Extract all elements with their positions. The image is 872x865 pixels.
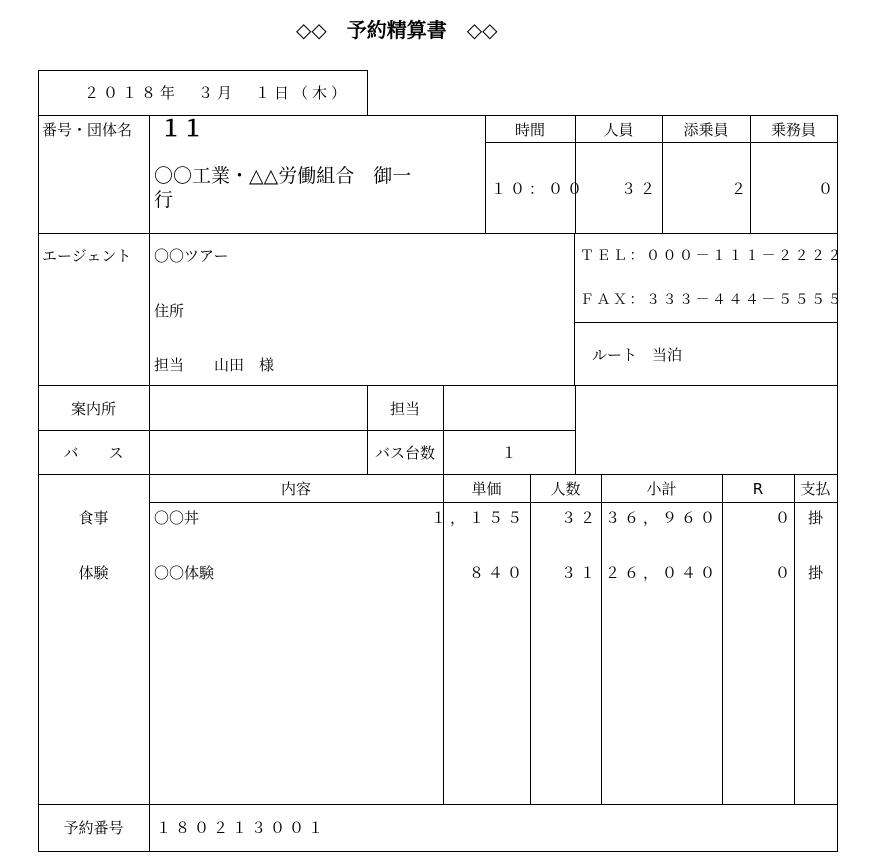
bus-count-label: バス台数 bbox=[374, 444, 435, 462]
item-price: ８４０ bbox=[468, 564, 526, 582]
item-payment: 掛 bbox=[807, 509, 823, 527]
agent-tel: ＴＥＬ：０００－１１１－２２２２ bbox=[580, 248, 844, 264]
item-payment: 掛 bbox=[807, 564, 823, 582]
document-title: ◇◇ 予約精算書 ◇◇ bbox=[296, 18, 498, 42]
agent-label: エージェント bbox=[42, 247, 132, 265]
reservation-number: １８０２１３００１ bbox=[156, 819, 328, 837]
items-header-qty: 人数 bbox=[550, 480, 581, 498]
group-label: 番号・団体名 bbox=[42, 121, 133, 139]
agent-name: 〇〇ツアー bbox=[154, 247, 229, 265]
item-qty: ３１ bbox=[560, 564, 599, 582]
agent-address-label: 住所 bbox=[154, 302, 185, 320]
items-header-content: 内容 bbox=[280, 480, 311, 498]
route-text: ルート 当泊 bbox=[592, 346, 683, 364]
value-people: ３２ bbox=[620, 180, 659, 198]
guide-label: 案内所 bbox=[70, 400, 116, 418]
item-subtotal: ３６，９６０ bbox=[604, 509, 719, 527]
item-content: 〇〇体験 bbox=[154, 564, 215, 582]
items-header-payment: 支払 bbox=[800, 480, 831, 498]
date-value: ２０１８年 ３月 １日（木） bbox=[84, 84, 351, 102]
item-subtotal: ２６，０４０ bbox=[604, 564, 719, 582]
header-tour-conductor: 添乗員 bbox=[683, 121, 729, 139]
bus-label: バ ス bbox=[63, 444, 124, 462]
item-content: 〇〇丼 bbox=[154, 509, 200, 527]
agent-contact: 担当 山田 様 bbox=[154, 356, 275, 374]
value-crew: ０ bbox=[817, 180, 833, 198]
items-header-subtotal: 小計 bbox=[646, 480, 677, 498]
items-header-r: R bbox=[752, 480, 764, 498]
reservation-label: 予約番号 bbox=[63, 819, 124, 837]
header-crew: 乗務員 bbox=[770, 121, 816, 139]
item-r: ０ bbox=[774, 509, 790, 527]
staff-label: 担当 bbox=[389, 400, 420, 418]
group-number: １１ bbox=[160, 117, 205, 142]
item-price: １，１５５ bbox=[430, 509, 526, 527]
value-time: １０：００ bbox=[491, 180, 587, 198]
item-qty: ３２ bbox=[560, 509, 599, 527]
group-name-line2: 行 bbox=[154, 189, 174, 211]
item-category: 食事 bbox=[78, 509, 109, 527]
agent-fax: ＦＡＸ：３３３－４４４－５５５５ bbox=[580, 292, 844, 308]
item-r: ０ bbox=[774, 564, 790, 582]
value-tour-conductor: ２ bbox=[730, 180, 746, 198]
header-people: 人員 bbox=[603, 121, 634, 139]
items-header-price: 単価 bbox=[471, 480, 502, 498]
bus-count-value: １ bbox=[501, 444, 517, 462]
item-category: 体験 bbox=[78, 564, 109, 582]
header-time: 時間 bbox=[514, 121, 545, 139]
group-name-line1: 〇〇工業・△△労働組合 御一 bbox=[154, 165, 412, 187]
